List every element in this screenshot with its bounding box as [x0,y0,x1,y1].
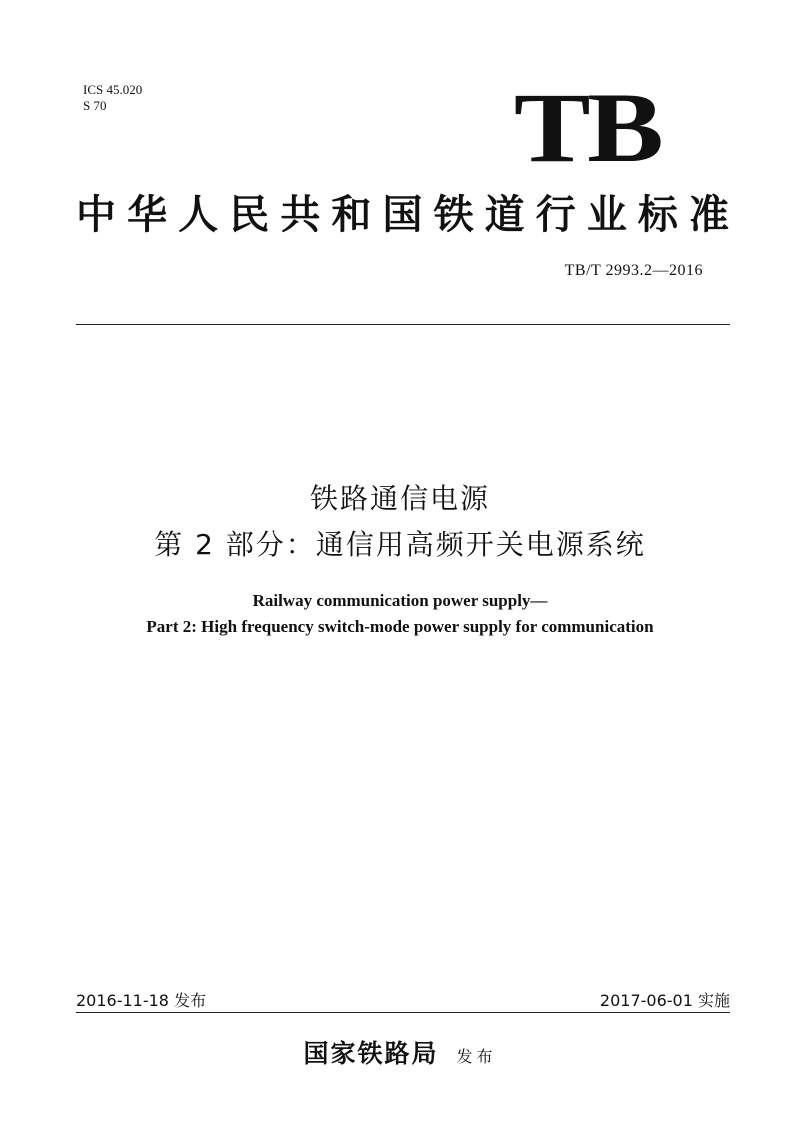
issuer-verb: 发布 [456,1047,497,1066]
standard-title: 中华人民共和国铁道行业标准 [76,191,730,238]
title-chinese-line1: 铁路通信电源 [309,482,490,515]
document-title-chinese [0,476,800,568]
classification-codes [83,82,142,114]
ccs-code: S 70 [83,98,107,113]
tb-logo: TB [513,72,660,183]
implementation-date: 2017-06-01 实施 [599,991,730,1010]
title-english-line2: Part 2: High frequency switch-mode power supply for communication [146,617,654,636]
issuer-organization: 国家铁路局 [303,1039,439,1068]
bottom-divider [76,1012,730,1013]
issuer [0,1034,800,1070]
title-english-line1: Railway communication power supply— [252,591,548,610]
document-title-english [0,588,800,640]
issue-date: 2016-11-18 发布 [76,991,207,1010]
standard-number: TB/T 2993.2—2016 [564,262,703,279]
ics-code: ICS 45.020 [83,82,143,97]
top-divider [76,324,730,325]
title-chinese-line2: 第 2 部分：通信用高频开关电源系统 [154,528,646,561]
